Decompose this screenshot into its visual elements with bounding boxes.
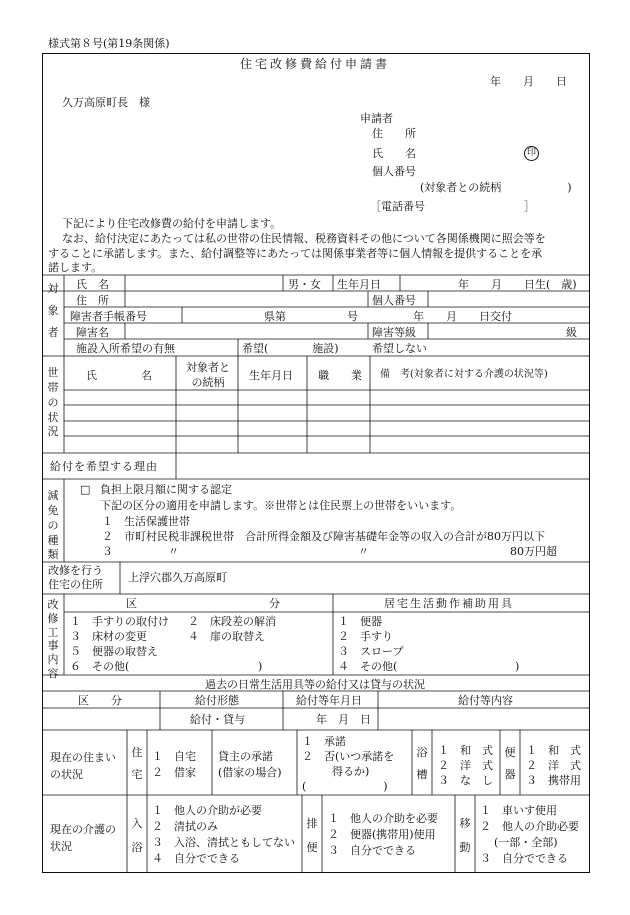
target-name-label: 氏 名	[76, 278, 109, 291]
work-item-4: ４ 扉の取替え	[188, 630, 265, 643]
landlord-label-1: 貸主の承諾	[218, 750, 273, 763]
form-title: 住宅改修費給付申請書	[239, 57, 390, 71]
application-date: 年 月 日	[490, 75, 567, 88]
work-side-label: 改修工事内容	[47, 598, 59, 680]
bathtub-3: ３ な し	[438, 774, 493, 787]
reduction-item-3-ditto: 〃	[358, 545, 369, 558]
past-col-content: 給付等内容	[458, 694, 513, 707]
facility-wish: 希望( 施設)	[242, 342, 339, 355]
household-side-label: 世帯の状況	[47, 366, 59, 439]
consent-3: 得るか)	[332, 765, 370, 778]
declaration-line-4: 諾します。	[48, 261, 103, 274]
target-birth-value: 年 月 日生( 歳)	[458, 278, 577, 291]
consent-2: ２ 否(いつ承諾を	[302, 750, 395, 763]
applicant-address-label: 住 所	[372, 127, 416, 140]
past-col-form: 給付形態	[195, 694, 239, 707]
household-col-job: 職 業	[318, 369, 362, 382]
aid-item-4-close: )	[515, 660, 520, 673]
mobility-2-detail: (一部・全部)	[494, 836, 558, 849]
work-item-5: ５ 便器の取替え	[70, 645, 158, 658]
bathtub-side-label: 浴槽	[416, 746, 428, 781]
renovation-address-value: 上浮穴郡久万高原町	[128, 571, 227, 584]
target-address-label: 住 所	[76, 294, 109, 307]
facility-no-wish: 希望しない	[372, 342, 427, 355]
applicant-name-label: 氏 名	[372, 147, 416, 160]
handbook-issued: 年 月 日交付	[413, 310, 512, 323]
work-col-aids: 居宅生活動作補助用具	[384, 597, 514, 610]
applicant-phone: ［電話番号 ］	[370, 200, 535, 213]
reason-label: 給付を希望する理由	[50, 460, 158, 473]
bathtub-1: １ 和 式	[438, 744, 493, 757]
excretion-1: １ 他人の介助を必要	[328, 812, 438, 825]
past-form-value: 給付・貸与	[190, 713, 245, 726]
housing-option-1: １ 自宅	[152, 750, 196, 763]
applicant-relation: (対象者との続柄 )	[420, 181, 572, 194]
bathing-3: ３ 入浴、清拭ともしてない	[152, 836, 295, 849]
reduction-item-3: ３ 〃	[102, 545, 179, 558]
household-col-name: 氏 名	[86, 369, 152, 382]
reduction-title: 負担上限月額に関する認定	[100, 483, 232, 496]
reduction-checkbox[interactable]: □	[80, 483, 91, 496]
aid-item-2: ２ 手すり	[338, 630, 393, 643]
excretion-2: ２ 便器(携帯用)使用	[328, 828, 436, 841]
household-col-birth: 生年月日	[249, 369, 293, 382]
disability-grade-label: 障害等級	[372, 326, 416, 339]
bathing-side-label: 入浴	[131, 817, 143, 855]
disability-name-label: 障害名	[76, 326, 109, 339]
reduction-description: 下記の区分の適用を申請します。※世帯とは住民票上の世帯をいいます。	[100, 499, 462, 512]
housing-option-2: ２ 借家	[152, 766, 196, 779]
reduction-side-label: 減免の種類	[47, 489, 59, 562]
work-item-2: ２ 床段差の解消	[188, 615, 276, 628]
declaration-line-2: なお、給付決定にあたっては私の世帯の住民情報、税務資料その他について各関係機関に照会等を	[62, 232, 546, 245]
target-side-label: 対象者	[47, 282, 59, 339]
reduction-item-3-amount: 80万円超	[510, 545, 557, 558]
bathing-1: １ 他人の介助が必要	[152, 804, 262, 817]
aid-item-1: １ 便器	[338, 615, 382, 628]
household-col-relation: 対象者との続柄	[186, 361, 230, 389]
renovation-address-label-1: 改修を行う	[48, 564, 103, 577]
past-title: 過去の日常生活用具等の給付又は貸与の状況	[205, 678, 425, 691]
handbook-label: 障害者手帳番号	[70, 310, 147, 323]
addressee: 久万高原町長 様	[62, 96, 150, 109]
past-col-date: 給付等年月日	[296, 694, 362, 707]
care-label: 現在の介護の状況	[50, 823, 116, 853]
aid-item-3: ３ スロープ	[338, 645, 404, 658]
excretion-side-label: 排便	[306, 817, 318, 855]
mobility-3: ３ 自分でできる	[480, 852, 568, 865]
target-sex: 男・女	[288, 278, 321, 291]
past-col-category: 区 分	[78, 694, 122, 707]
landlord-label-2: (借家の場合)	[218, 766, 282, 779]
seal-mark: 印	[524, 146, 539, 161]
handbook-number-suffix: 号	[347, 310, 358, 323]
household-col-note: 備 考(対象者に対する介護の状況等)	[380, 369, 548, 380]
renovation-address-label-2: 住宅の住所	[48, 578, 103, 591]
applicant-label: 申請者	[360, 112, 393, 125]
handbook-pref: 県第	[264, 310, 286, 323]
past-date-value: 年 月 日	[316, 713, 371, 726]
aid-item-4: ４ その他(	[338, 660, 398, 673]
bathing-2: ２ 清拭のみ	[152, 820, 218, 833]
mobility-2: ２ 他人の介助必要	[480, 820, 579, 833]
facility-label: 施設入所希望の有無	[76, 342, 175, 355]
work-item-6-close: )	[258, 660, 263, 673]
work-item-3: ３ 床材の変更	[70, 630, 147, 643]
consent-4: ( )	[302, 780, 388, 793]
applicant-id-label: 個人番号	[372, 165, 416, 178]
mobility-1: １ 車いす使用	[480, 804, 557, 817]
toilet-3: ３ 携帯用	[526, 774, 581, 787]
toilet-2: ２ 洋 式	[526, 759, 581, 772]
form-number: 様式第８号(第19条関係)	[48, 37, 170, 50]
declaration-line-3: することに承諾します。また、給付調整等にあたっては関係事業者等に個人情報を提供することを承	[48, 247, 543, 260]
work-item-6: ６ その他(	[70, 660, 130, 673]
bathing-4: ４ 自分でできる	[152, 852, 240, 865]
work-col-category: 区 分	[126, 597, 280, 610]
excretion-3: ３ 自分でできる	[328, 844, 416, 857]
target-id-label: 個人番号	[372, 294, 416, 307]
target-birth-label: 生年月日	[337, 278, 381, 291]
reduction-item-2: ２ 市町村民税非課税世帯 合計所得金額及び障害基礎年金等の収入の合計が80万円以下	[102, 530, 545, 543]
housing-label: 現在の住まいの状況	[50, 751, 116, 781]
mobility-side-label: 移動	[459, 817, 471, 855]
disability-grade-suffix: 級	[566, 326, 577, 339]
consent-1: １ 承諾	[302, 735, 346, 748]
toilet-side-label: 便器	[504, 746, 516, 781]
bathtub-2: ２ 洋 式	[438, 759, 493, 772]
toilet-1: １ 和 式	[526, 744, 581, 757]
reduction-item-1: １ 生活保護世帯	[102, 515, 190, 528]
housing-side-label: 住宅	[131, 746, 143, 781]
declaration-line-1: 下記により住宅改修費の給付を申請します。	[62, 217, 282, 230]
work-item-1: １ 手すりの取付け	[70, 615, 169, 628]
